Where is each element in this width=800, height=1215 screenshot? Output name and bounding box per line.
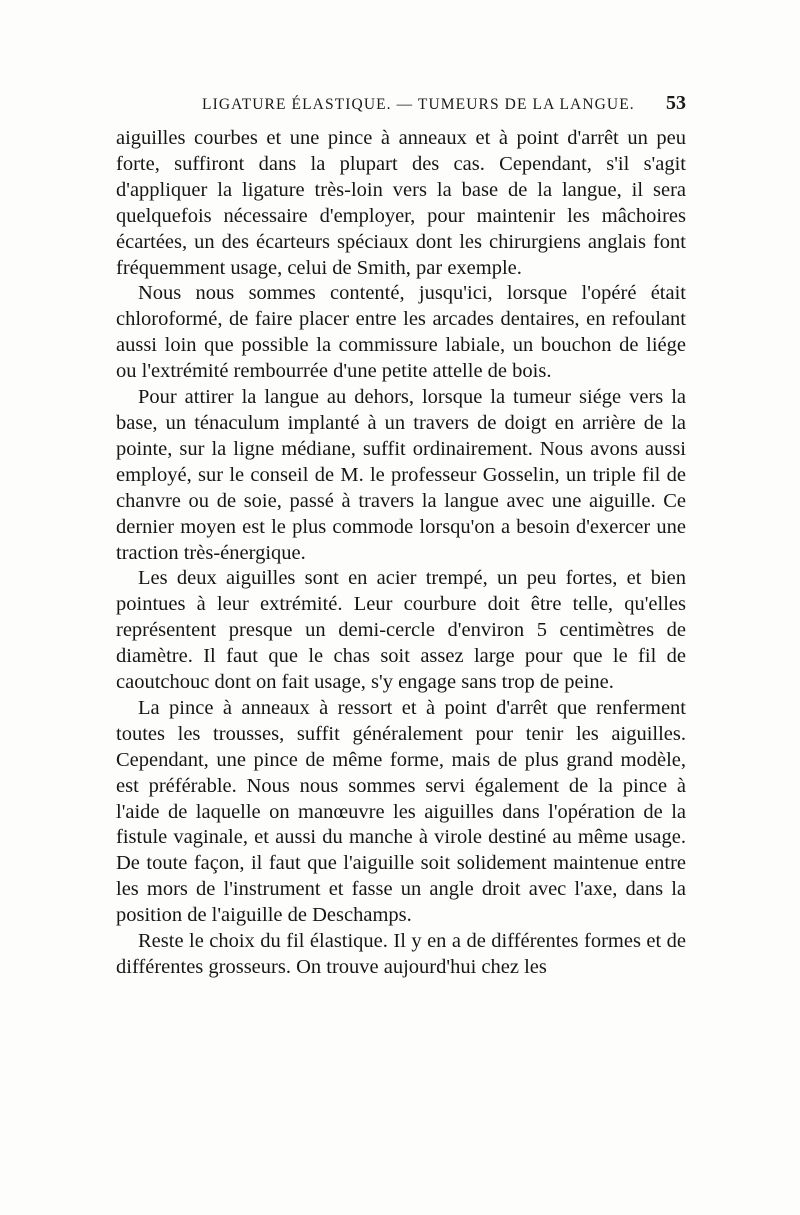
running-head xyxy=(116,92,686,120)
running-title: LIGATURE ÉLASTIQUE. — TUMEURS DE LA LANGUE. xyxy=(202,96,635,113)
paragraph: Pour attirer la langue au dehors, lorsque la tumeur siége vers la base, un ténaculum implanté à un travers de doigt en arrière de la pointe, sur la ligne médiane, suffit ordinairement. Nous avons aussi employé, sur le conseil de M. le professeur Gosselin, un triple fil de chanvre ou de soie, passé à travers la langue avec une aiguille. Ce dernier moyen est le plus commode lorsqu'on a besoin d'exercer une traction très-énergique. xyxy=(116,386,686,564)
page-number: 53 xyxy=(666,92,686,114)
paragraph-continued: aiguilles courbes et une pince à anneaux et à point d'arrêt un peu forte, suffiront dans la plupart des cas. Cependant, s'il s'agit d'appliquer la ligature très-loin vers la base de la langue, il sera quelquefois nécessaire d'employer, pour maintenir les mâchoires écartées, un des écarteurs spéciaux dont les chirurgiens anglais font fréquemment usage, celui de Smith, par exemple. xyxy=(116,127,686,279)
paragraph: Les deux aiguilles sont en acier trempé, un peu fortes, et bien pointues à leur extrémité. Leur courbure doit être telle, qu'elles représentent presque un demi-cercle d'environ 5 centimètres de diamètre. Il faut que le chas soit assez large pour que le fil de caoutchouc dont on fait usage, s'y engage sans trop de peine. xyxy=(116,567,686,694)
paragraph-truncated: Reste le choix du fil élastique. Il y en a de différentes formes et de différentes grosseurs. On trouve aujourd'hui chez les xyxy=(116,930,686,978)
paragraph: La pince à anneaux à ressort et à point d'arrêt que renferment toutes les trousses, suffit généralement pour tenir les aiguilles. Cependant, une pince de même forme, mais de plus grand modèle, est préférable. Nous nous sommes servi également de la pince à l'aide de laquelle on manœuvre les aiguilles dans l'opération de la fistule vaginale, et aussi du manche à virole destiné au même usage. De toute façon, il faut que l'aiguille soit solidement maintenue entre les mors de l'instrument et fasse un angle droit avec l'axe, dans la position de l'aiguille de Deschamps. xyxy=(116,696,686,927)
paragraph: Nous nous sommes contenté, jusqu'ici, lorsque l'opéré était chloroformé, de faire placer entre les arcades dentaires, en refoulant aussi loin que possible la commissure labiale, un bouchon de liége ou l'extrémité rembourrée d'une petite attelle de bois. xyxy=(116,282,686,383)
body-text xyxy=(116,126,686,981)
